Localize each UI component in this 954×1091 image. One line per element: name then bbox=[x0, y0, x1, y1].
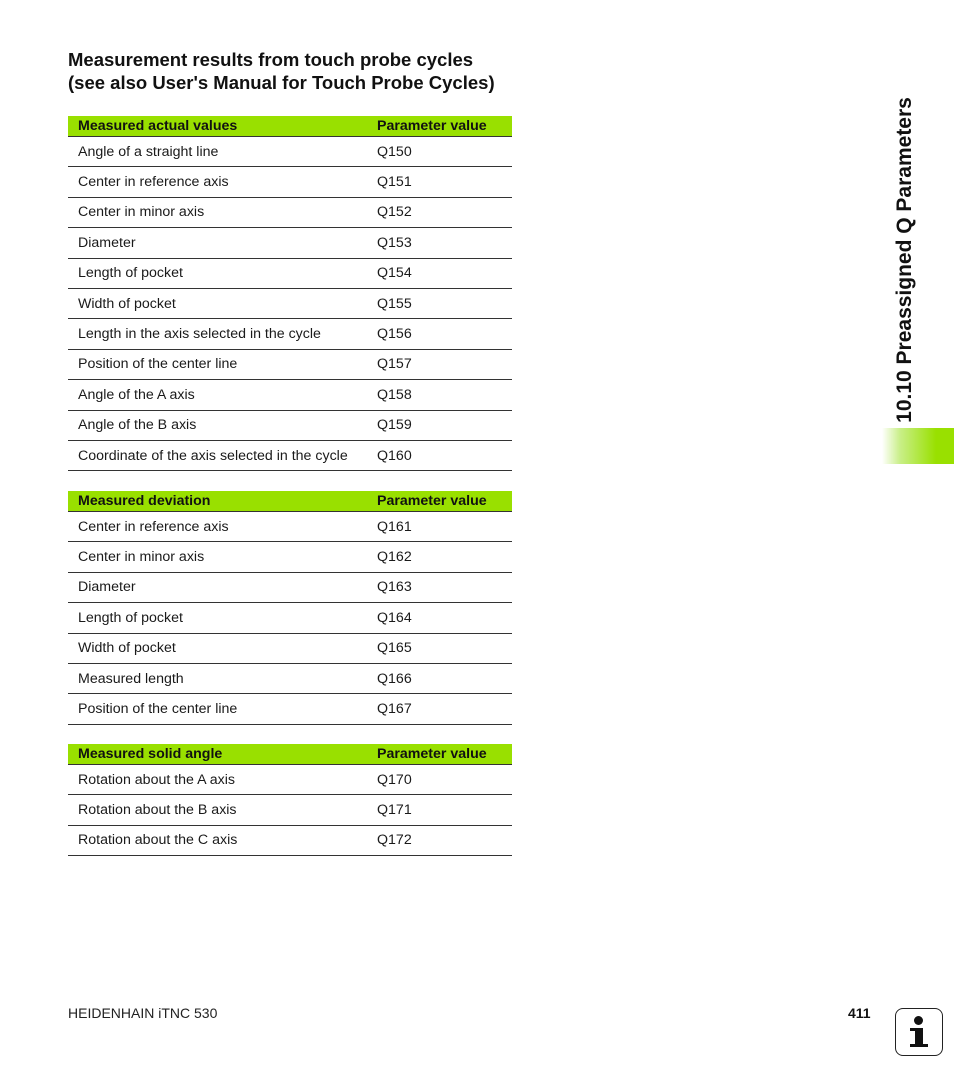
section-heading bbox=[68, 48, 548, 94]
cell-parameter: Q164 bbox=[377, 609, 412, 626]
cell-parameter: Q170 bbox=[377, 771, 412, 788]
table-row bbox=[68, 634, 512, 664]
table-row bbox=[68, 826, 512, 856]
table-row bbox=[68, 259, 512, 289]
cell-description: Rotation about the B axis bbox=[78, 802, 237, 819]
cell-description: Length of pocket bbox=[78, 265, 183, 282]
cell-parameter: Q172 bbox=[377, 832, 412, 849]
cell-parameter: Q163 bbox=[377, 579, 412, 596]
cell-parameter: Q171 bbox=[377, 802, 412, 819]
table-row bbox=[68, 542, 512, 572]
table-row bbox=[68, 512, 512, 542]
cell-description: Rotation about the C axis bbox=[78, 832, 238, 849]
cell-description: Angle of the B axis bbox=[78, 417, 197, 434]
cell-parameter: Q161 bbox=[377, 518, 412, 535]
table-row bbox=[68, 765, 512, 795]
chapter-marker-bar bbox=[882, 428, 954, 464]
cell-description: Center in reference axis bbox=[78, 518, 229, 535]
table-row bbox=[68, 198, 512, 228]
cell-parameter: Q151 bbox=[377, 174, 412, 191]
heading-line-2: (see also User's Manual for Touch Probe Cycles) bbox=[68, 72, 495, 93]
page-number: 411 bbox=[848, 1005, 871, 1021]
cell-description: Angle of the A axis bbox=[78, 386, 195, 403]
table-row bbox=[68, 694, 512, 724]
table-row bbox=[68, 289, 512, 319]
cell-description: Width of pocket bbox=[78, 295, 176, 312]
cell-description: Center in minor axis bbox=[78, 549, 205, 566]
header-cell-value: Parameter value bbox=[377, 746, 487, 762]
table-deviation bbox=[68, 491, 512, 725]
cell-parameter: Q166 bbox=[377, 670, 412, 687]
table-row bbox=[68, 228, 512, 258]
cell-parameter: Q159 bbox=[377, 417, 412, 434]
cell-description: Angle of a straight line bbox=[78, 143, 219, 160]
table-row bbox=[68, 573, 512, 603]
table-row bbox=[68, 411, 512, 441]
cell-parameter: Q158 bbox=[377, 386, 412, 403]
table-actual-values bbox=[68, 116, 512, 471]
header-cell-label: Measured actual values bbox=[78, 118, 238, 134]
table-row bbox=[68, 380, 512, 410]
table-row bbox=[68, 350, 512, 380]
heading-line-1: Measurement results from touch probe cycles bbox=[68, 49, 474, 70]
cell-description: Diameter bbox=[78, 234, 136, 251]
cell-description: Length in the axis selected in the cycle bbox=[78, 326, 321, 343]
cell-parameter: Q160 bbox=[377, 447, 412, 464]
cell-description: Diameter bbox=[78, 579, 136, 596]
cell-parameter: Q155 bbox=[377, 295, 412, 312]
cell-description: Length of pocket bbox=[78, 609, 183, 626]
cell-parameter: Q150 bbox=[377, 143, 412, 160]
table-row bbox=[68, 441, 512, 471]
table-row bbox=[68, 603, 512, 633]
cell-description: Center in reference axis bbox=[78, 174, 229, 191]
table-header bbox=[68, 116, 512, 137]
cell-description: Rotation about the A axis bbox=[78, 771, 235, 788]
cell-description: Center in minor axis bbox=[78, 204, 205, 221]
table-row bbox=[68, 795, 512, 825]
table-header bbox=[68, 744, 512, 765]
cell-description: Measured length bbox=[78, 670, 184, 687]
cell-description: Position of the center line bbox=[78, 701, 238, 718]
table-row bbox=[68, 319, 512, 349]
cell-description: Width of pocket bbox=[78, 640, 176, 657]
header-cell-value: Parameter value bbox=[377, 493, 487, 509]
cell-parameter: Q162 bbox=[377, 549, 412, 566]
header-cell-value: Parameter value bbox=[377, 118, 487, 134]
table-solid-angle bbox=[68, 744, 512, 856]
table-header bbox=[68, 491, 512, 512]
table-row bbox=[68, 137, 512, 167]
cell-description: Coordinate of the axis selected in the cycle bbox=[78, 447, 348, 464]
cell-parameter: Q167 bbox=[377, 701, 412, 718]
cell-description: Position of the center line bbox=[78, 356, 238, 373]
cell-parameter: Q153 bbox=[377, 234, 412, 251]
footer-product: HEIDENHAIN iTNC 530 bbox=[68, 1005, 218, 1021]
cell-parameter: Q165 bbox=[377, 640, 412, 657]
header-cell-label: Measured solid angle bbox=[78, 746, 223, 762]
cell-parameter: Q156 bbox=[377, 326, 412, 343]
table-row bbox=[68, 167, 512, 197]
cell-parameter: Q152 bbox=[377, 204, 412, 221]
cell-parameter: Q157 bbox=[377, 356, 412, 373]
info-icon bbox=[895, 1008, 943, 1056]
table-row bbox=[68, 664, 512, 694]
header-cell-label: Measured deviation bbox=[78, 493, 211, 509]
chapter-title-text: 10.10 Preassigned Q Parameters bbox=[893, 97, 916, 423]
cell-parameter: Q154 bbox=[377, 265, 412, 282]
